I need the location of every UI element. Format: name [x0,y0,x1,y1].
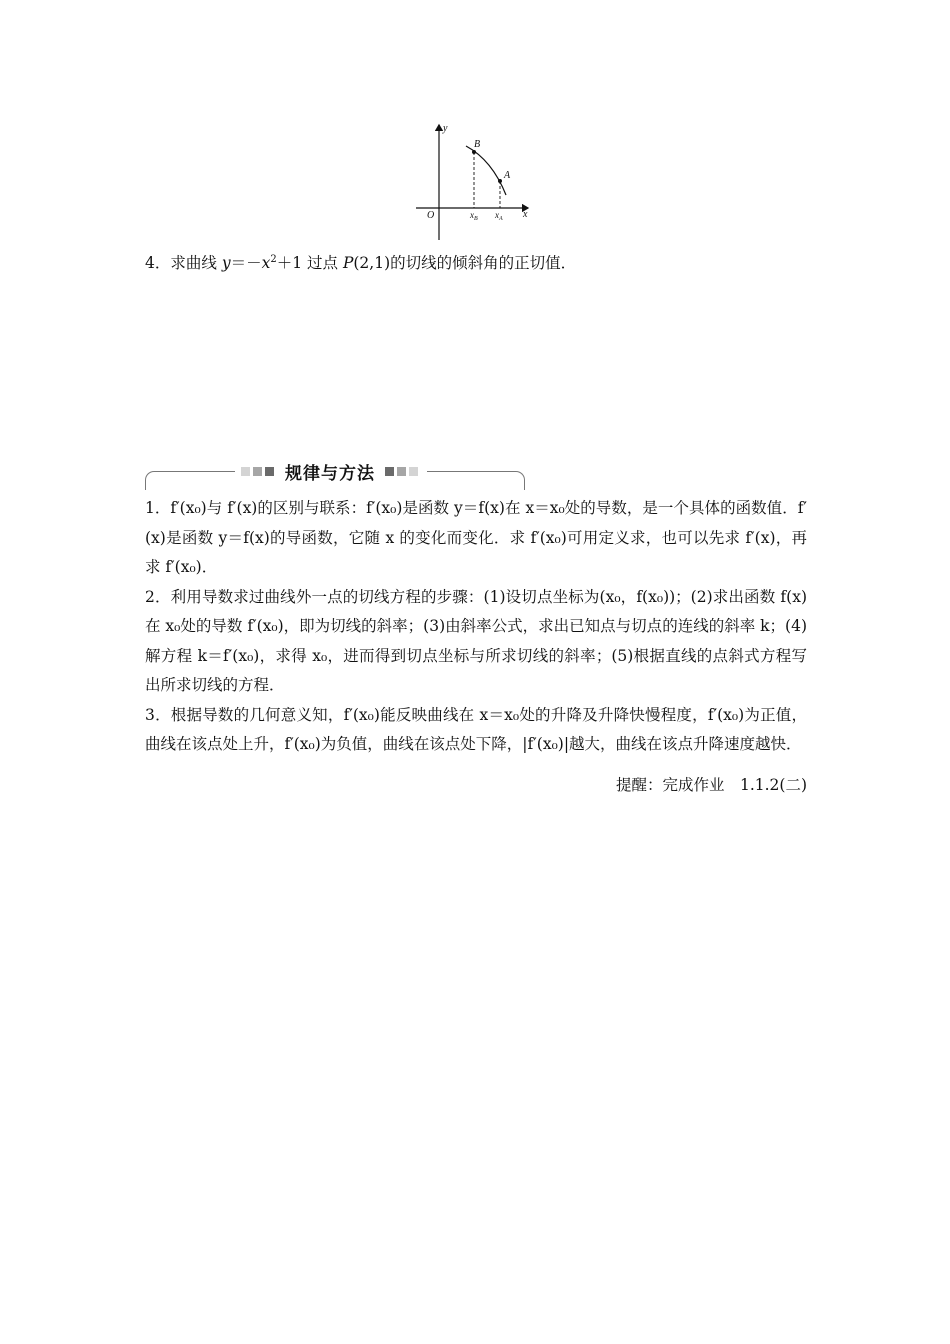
method-item-3: 3．根据导数的几何意义知，f′(x₀)能反映曲线在 x＝x₀处的升降及升降快慢程度，f′(x₀)为正值，曲线在该点处上升，f′(x₀)为负值，曲线在该点处下降，|f′(x₀)|越大，曲线在该点升降速度越快． [145,705,807,753]
section-title: 规律与方法 [285,463,375,484]
problem-text-end: 的切线的倾斜角的正切值． [390,254,577,273]
point-a-label: A [504,170,511,181]
equation-exponent: 2 [270,254,277,265]
decor-square [409,467,418,476]
tick-label-xa: $x_A$ [495,210,503,222]
origin-label: O [427,210,435,221]
function-graph-figure [410,120,540,242]
decor-square [241,467,250,476]
homework-reminder: 提醒：完成作业 1.1.2(二) [615,776,807,794]
problem-number: 4． [145,254,171,273]
graph-svg [410,120,540,242]
problem-4 [145,248,825,275]
method-item-2: 2．利用导数求过曲线外一点的切线方程的步骤：(1)设切点坐标为(x₀，f(x₀))；(2)求出函数 f(x)在 x₀处的导数 f′(x₀)，即为切线的斜率；(3)由斜率公式，求出已知点与切点的连线的斜率 k；(4)解方程 k＝f′(x₀)，求得 x₀，进而得到切点坐标与所求切线的斜率；(5)根据直线的点斜式方程写出所求切线的方程． [145,587,807,694]
method-item-1: 1．f′(x₀)与 f′(x)的区别与联系：f′(x₀)是函数 y＝f(x)在 x＝x₀处的导数，是一个具体的函数值．f′(x)是函数 y＝f(x)的导函数，它随 x 的变化而变化．求 f′(x₀)可用定义求，也可以先求 f′(x)，再求 f′(x₀)． [145,499,807,576]
point-coordinates: (2,1) [353,254,391,273]
methods-list [145,494,807,760]
y-axis-label: y [443,123,448,134]
equation-end: ＋1 过点 [276,254,343,273]
decor-square [385,467,394,476]
section-header [145,458,525,492]
section-title-wrap [235,458,427,484]
equation-x: x [261,254,271,273]
decor-square [265,467,274,476]
point-p: P [342,254,354,273]
decor-square [253,467,262,476]
problem-text-start: 求曲线 [170,254,222,273]
equation-operator: ＝－ [230,254,262,273]
x-axis-label: x [523,209,528,220]
point-b-label: B [474,139,481,150]
point-a-marker [498,179,502,183]
decor-square [397,467,406,476]
point-b-marker [472,150,476,154]
tick-label-xb: $x_B$ [470,210,478,222]
equation-y: y [221,254,231,273]
